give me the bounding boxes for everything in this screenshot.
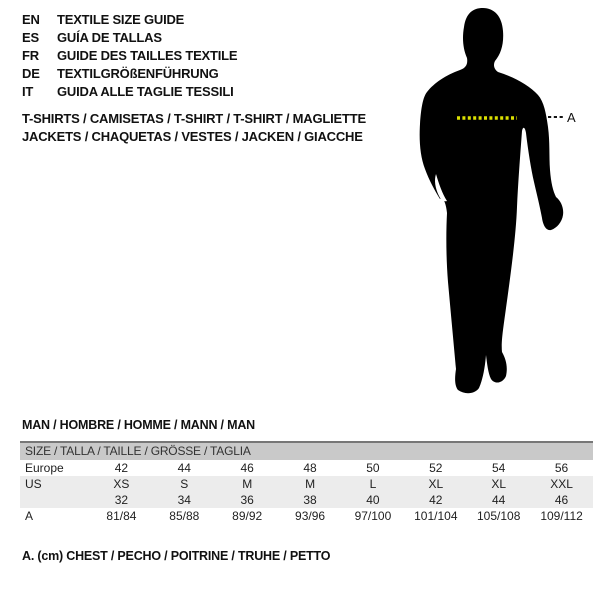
language-row xyxy=(22,65,237,83)
language-code: FR xyxy=(22,48,39,63)
size-cell: 89/92 xyxy=(232,509,263,523)
category-lines xyxy=(22,110,366,146)
size-cell: 46 xyxy=(554,493,569,507)
language-title: TEXTILGRÖßENFÜHRUNG xyxy=(57,66,219,81)
size-cell: 38 xyxy=(303,493,317,507)
size-table xyxy=(20,441,593,524)
table-row-us xyxy=(20,476,593,492)
size-cell: 44 xyxy=(492,493,506,507)
size-cell: 46 xyxy=(240,461,254,475)
row-label xyxy=(20,492,90,508)
size-cell: 56 xyxy=(554,461,569,475)
size-cell: 36 xyxy=(240,493,254,507)
language-title: GUÍA DE TALLAS xyxy=(57,30,162,45)
language-row xyxy=(22,29,237,47)
language-code: EN xyxy=(22,12,40,27)
size-cell: 40 xyxy=(366,493,380,507)
size-cell: XL xyxy=(491,477,507,491)
size-cell: 50 xyxy=(366,461,380,475)
table-row-us-numeric xyxy=(20,492,593,508)
size-cell: 105/108 xyxy=(476,509,521,523)
man-silhouette xyxy=(420,8,564,393)
language-code: IT xyxy=(22,84,34,99)
language-row xyxy=(22,47,237,65)
size-cell: XS xyxy=(113,477,130,491)
size-cell: 42 xyxy=(429,493,443,507)
size-cell: L xyxy=(369,477,377,491)
section-title: MAN / HOMBRE / HOMME / MANN / MAN xyxy=(22,418,255,432)
table-header: SIZE / TALLA / TAILLE / GRÖSSE / TAGLIA xyxy=(20,443,593,460)
size-cell: 52 xyxy=(429,461,443,475)
man-figure xyxy=(390,0,600,410)
size-cell: M xyxy=(242,477,253,491)
size-cell: 93/96 xyxy=(295,509,326,523)
category-tshirts: T-SHIRTS / CAMISETAS / T-SHIRT / T-SHIRT / MAGLIETTE xyxy=(22,111,366,126)
size-cell: XL xyxy=(428,477,444,491)
size-cell: 109/112 xyxy=(540,509,583,523)
size-cell: S xyxy=(180,477,189,491)
row-label: US xyxy=(25,477,42,491)
size-cell: 101/104 xyxy=(414,509,458,523)
size-cell: 42 xyxy=(114,461,129,475)
size-cell: 32 xyxy=(114,493,129,507)
measurement-footnote: A. (cm) CHEST / PECHO / POITRINE / TRUHE / PETTO xyxy=(22,549,331,563)
man-figure-svg xyxy=(390,0,600,410)
table-row-europe xyxy=(20,460,593,476)
language-code: DE xyxy=(22,66,40,81)
row-label: Europe xyxy=(25,461,64,475)
language-row xyxy=(22,83,237,101)
size-cell: 34 xyxy=(177,493,191,507)
table-row-chest xyxy=(20,508,593,524)
language-list xyxy=(22,11,237,101)
size-cell: 81/84 xyxy=(106,509,137,523)
row-label: A xyxy=(25,509,34,523)
size-cell: 48 xyxy=(303,461,317,475)
language-code: ES xyxy=(22,30,39,45)
size-cell: XXL xyxy=(550,477,573,491)
category-jackets: JACKETS / CHAQUETAS / VESTES / JACKEN / GIACCHE xyxy=(22,129,363,144)
language-title: TEXTILE SIZE GUIDE xyxy=(57,12,185,27)
size-cell: 85/88 xyxy=(169,509,200,523)
size-cell: 54 xyxy=(492,461,506,475)
language-title: GUIDA ALLE TAGLIE TESSILI xyxy=(57,84,234,99)
size-cell: 97/100 xyxy=(354,509,392,523)
size-cell: 44 xyxy=(177,461,191,475)
language-title: GUIDE DES TAILLES TEXTILE xyxy=(57,48,238,63)
language-row xyxy=(22,11,237,29)
measure-label-a: A xyxy=(567,110,576,125)
size-cell: M xyxy=(305,477,316,491)
